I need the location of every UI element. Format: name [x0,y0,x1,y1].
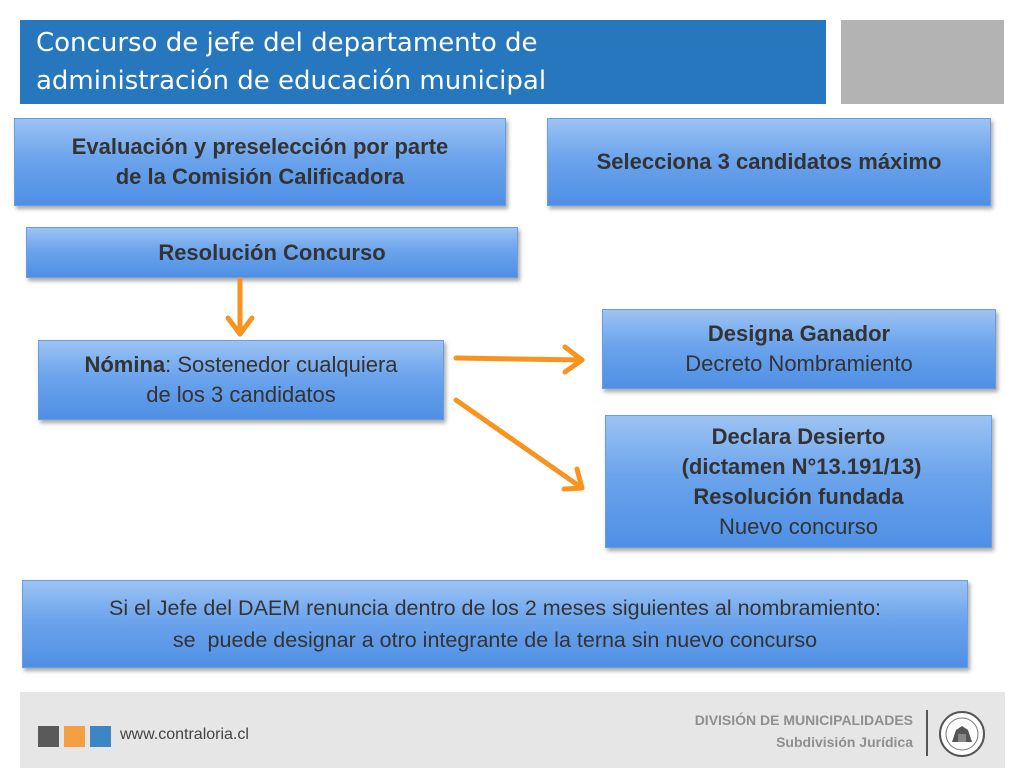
resolucion-box [26,227,518,278]
renuncia-line-2: se puede designar a otro integrante de la terna sin nuevo concurso [172,628,818,652]
desierto-line-2: (dictamen N°13.191/13) [675,453,922,479]
designa-box [602,309,996,389]
title-line-1: Concurso de jefe del departamento de [36,28,538,58]
footer-separator [926,710,928,756]
designa-line-2: Decreto Nombramiento [685,351,913,376]
selecciona-box [547,118,991,206]
footer-division: DIVISIÓN DE MUNICIPALIDADES [694,712,913,728]
selecciona-text: Selecciona 3 candidatos máximo [596,149,942,174]
resolucion-text: Resolución Concurso [158,239,386,265]
title-gray-block [841,20,1004,104]
renuncia-box [22,580,968,668]
desierto-line-1: Declara Desierto [711,423,886,449]
renuncia-line-1: Si el Jefe del DAEM renuncia dentro de los 2 meses siguientes al nombramiento: [108,596,882,620]
nomina-box [38,340,444,420]
arrow-nomina-to-desierto [456,400,582,489]
footer-square-gray [38,726,59,747]
nomina-line-1-rest: : Sostenedor cualquiera [165,352,398,377]
footer-square-orange [64,726,85,747]
evaluacion-line-2: de la Comisión Calificadora [115,164,405,189]
arrow-nomina-to-designa [456,347,582,372]
evaluacion-box [14,118,506,206]
evaluacion-line-1: Evaluación y preselección por parte [71,134,449,159]
designa-line-1: Designa Ganador [707,321,891,346]
title-line-2: administración de educación municipal [36,66,547,96]
footer-url-link[interactable]: www.contraloria.cl [120,726,249,743]
footer-subdivision: Subdivisión Jurídica [776,734,913,750]
desierto-line-3: Resolución fundada [693,483,904,509]
nomina-line-1 [84,350,397,380]
nomina-bold-label: Nómina [84,352,166,377]
contraloria-seal-icon [938,710,986,758]
footer-square-blue [90,726,111,747]
desierto-box [605,415,992,548]
footer-bar [20,692,1005,768]
slide-title [20,20,826,104]
desierto-line-4: Nuevo concurso [719,513,878,539]
arrow-down-resolucion-to-nomina [228,280,252,334]
nomina-line-2: de los 3 candidatos [146,382,336,407]
